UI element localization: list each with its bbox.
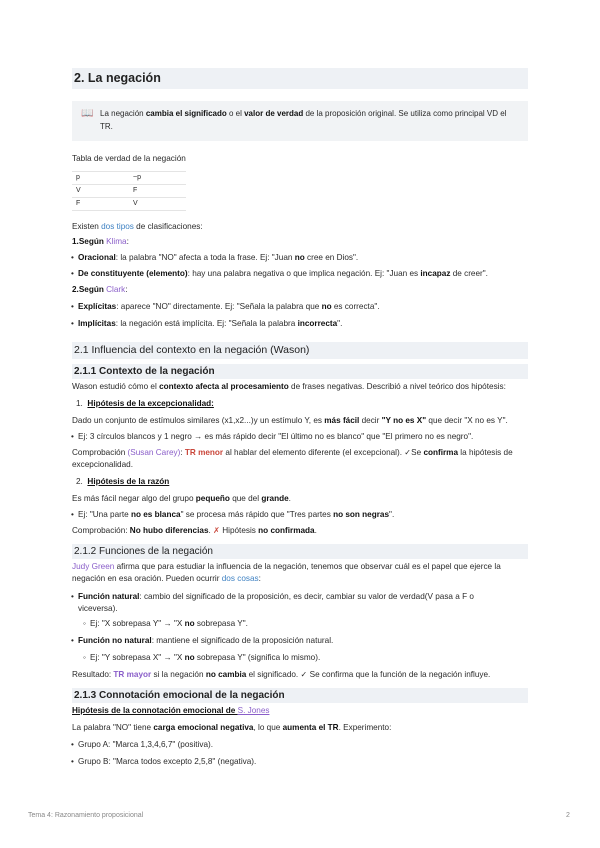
open-book-icon: 📖 — [81, 108, 94, 119]
text: afirma que para estudiar la influencia de la negación, tenemos que observar cuál es el papel que ejerce la — [114, 562, 501, 571]
clark-heading — [72, 284, 128, 296]
item-bold: incapaz — [420, 269, 451, 278]
table-header: ~p — [129, 172, 186, 185]
text: : cambio del significado de la proposición, es decir, cambiar su valor de verdad(V pasa a F o — [139, 592, 474, 601]
bold-text: contexto afecta al procesamiento — [159, 382, 289, 391]
check-icon: ✓ — [300, 670, 308, 679]
text: : mantiene el significado de la proposición natural. — [151, 636, 334, 645]
text: el significado. — [246, 670, 301, 679]
text: de frases negativas. Describió a nivel teórico dos hipótesis: — [288, 382, 506, 391]
bold-text: más fácil — [324, 416, 360, 425]
text: Resultado: — [72, 670, 114, 679]
table-header-row — [72, 172, 186, 185]
text: : — [258, 573, 261, 583]
list-item — [78, 301, 380, 313]
callout-bold: cambia el significado — [145, 109, 227, 118]
item-text: : la palabra "NO" afecta a toda la frase. Ej: "Juan — [115, 253, 295, 262]
item-text: de creer". — [450, 269, 488, 278]
text: si la negación — [151, 670, 206, 679]
text: Comprobación — [72, 448, 128, 457]
section-2-1-1-title: 2.1.1 Contexto de la negación — [72, 364, 528, 379]
table-row — [72, 198, 186, 211]
dos-cosas-link[interactable]: dos cosas — [221, 573, 259, 583]
text: Se confirma que la función de la negación influye. — [307, 670, 491, 679]
text: : — [125, 285, 128, 294]
bold-text: no es blanca — [130, 510, 181, 519]
bold-text: no — [184, 619, 195, 628]
item-text: ". — [337, 319, 343, 328]
text: . — [288, 494, 291, 503]
list-item — [78, 252, 358, 264]
text: Ej: "Una parte — [78, 510, 131, 519]
klima-heading — [72, 236, 129, 248]
callout-text: o el — [226, 109, 245, 118]
page-number: 2 — [566, 812, 570, 819]
truth-table — [72, 171, 186, 211]
list-item — [78, 268, 488, 280]
table-header: p — [72, 172, 129, 185]
item-bold: Explícitas — [78, 302, 117, 311]
list-item — [78, 591, 528, 615]
classification-intro — [72, 221, 203, 233]
text: La palabra "NO" tiene — [72, 723, 154, 732]
text: Dado un conjunto de estímulos similares (x1,x2...)y un estímulo Y, es — [72, 416, 325, 425]
cross-icon: ✗ — [213, 526, 220, 535]
callout-bold: valor de verdad — [244, 109, 304, 118]
text: Comprobación: — [72, 526, 130, 535]
list-item: • Grupo B: "Marca todos excepto 2,5,8" (negativa). — [78, 756, 256, 768]
dos-tipos-link[interactable]: dos tipos — [101, 222, 134, 231]
text: que decir "X no es Y". — [426, 416, 508, 425]
bold-text: no confirmada — [258, 526, 315, 535]
bold-text: grande — [261, 494, 289, 503]
list-item — [78, 318, 342, 330]
text: , lo que — [253, 723, 283, 732]
text: al hablar del elemento diferente (el excepcional). — [223, 448, 405, 457]
table-cell: V — [129, 198, 186, 211]
text: ". — [389, 510, 395, 519]
text: Es más fácil negar algo del grupo — [72, 494, 196, 503]
text: de clasificaciones: — [133, 222, 203, 231]
section-title: 2. La negación — [72, 68, 528, 89]
item-bold: incorrecta — [297, 319, 338, 328]
footer-title: Tema 4: Razonamiento proposicional — [28, 812, 144, 819]
section-2-1-2-title: 2.1.2 Funciones de la negación — [72, 544, 528, 559]
bold-text: aumenta el TR — [282, 723, 339, 732]
paragraph — [72, 722, 391, 734]
list-number: 2. — [76, 477, 83, 486]
heading-text: Según — [78, 285, 107, 294]
hypothesis-heading — [72, 705, 269, 717]
section-2-1-3-title: 2.1.3 Connotación emocional de la negación — [72, 688, 528, 703]
bold-text: Función natural — [78, 592, 140, 601]
text: negación en esa oración. Pueden ocurrir — [72, 573, 222, 583]
paragraph — [72, 669, 490, 681]
paragraph — [72, 561, 528, 585]
list-item — [78, 635, 333, 647]
section-2-1-title: 2.1 Influencia del contexto en la negación (Wason) — [72, 342, 528, 359]
text: Existen — [72, 222, 102, 231]
klima-link[interactable]: Klima — [106, 237, 127, 246]
callout-text: La negación — [100, 109, 146, 118]
text: viceversa). — [78, 603, 118, 613]
bold-text: no cambia — [205, 670, 247, 679]
bold-text: No hubo diferencias — [129, 526, 209, 535]
check-icon: ✓ — [404, 448, 412, 457]
text: . Experimento: — [338, 723, 392, 732]
text: decir — [359, 416, 382, 425]
table-cell: F — [72, 198, 129, 211]
callout-text: TR. — [100, 122, 113, 131]
text: que del — [229, 494, 262, 503]
table-cell: V — [72, 185, 129, 198]
bold-text: confirma — [423, 448, 459, 457]
text: . — [208, 526, 214, 535]
text: ( — [127, 448, 131, 457]
paragraph — [72, 525, 317, 537]
table-cell: F — [129, 185, 186, 198]
item-bold: no — [294, 253, 305, 262]
callout-box — [72, 101, 528, 141]
hypothesis-title: Hipótesis de la excepcionalidad: — [87, 399, 214, 408]
item-text: : la negación está implícita. Ej: "Señala la palabra — [115, 319, 298, 328]
paragraph — [72, 415, 508, 427]
text: . — [314, 526, 317, 535]
item-bold: Oracional — [78, 253, 116, 262]
list-item: • Grupo A: "Marca 1,3,4,6,7" (positiva). — [78, 739, 213, 751]
item-text: : hay una palabra negativa o que implica negación. Ej: "Juan es — [187, 269, 421, 278]
sub-list-item — [90, 618, 248, 630]
text: Ej: "X sobrepasa Y" → "X — [90, 619, 185, 628]
bold-text: carga emocional negativa — [153, 723, 254, 732]
hypothesis-1-heading — [76, 398, 214, 410]
item-bold: De constituyente (elemento) — [78, 269, 188, 278]
text: " se procesa más rápido que "Tres partes — [180, 510, 334, 519]
item-text: cree en Dios". — [304, 253, 359, 262]
table-row — [72, 185, 186, 198]
s-jones-link[interactable]: S. Jones — [237, 706, 270, 715]
bold-text: no son negras — [333, 510, 390, 519]
bold-text: Función no natural — [78, 636, 152, 645]
text: sobrepasa Y" (significa lo mismo). — [194, 653, 321, 662]
item-bold: no — [321, 302, 332, 311]
text: excepcionalidad. — [72, 459, 133, 469]
item-text: es correcta". — [331, 302, 380, 311]
judy-green-link[interactable]: Judy Green — [72, 562, 115, 571]
hypothesis-2-heading — [76, 476, 169, 488]
paragraph — [72, 381, 506, 393]
paragraph — [72, 493, 291, 505]
text: ) — [177, 448, 181, 457]
paragraph — [72, 447, 528, 471]
heading-text: Según — [78, 237, 107, 246]
text: la hipótesis de — [458, 448, 513, 457]
tr-highlight: TR mayor — [113, 670, 152, 679]
clark-link[interactable]: Clark — [106, 285, 126, 294]
hypothesis-title: Hipótesis de la connotación emocional de — [72, 706, 238, 715]
sub-list-item — [90, 652, 320, 664]
text: : — [126, 237, 129, 246]
text: Ej: "Y sobrepasa X" → "X — [90, 653, 185, 662]
tr-highlight: TR menor — [184, 448, 224, 457]
text: : — [180, 448, 185, 457]
callout-text: de la proposición original. Se utiliza como principal VD el — [303, 109, 507, 118]
bold-text: no — [184, 653, 195, 662]
text: Wason estudió cómo el — [72, 382, 160, 391]
list-item — [78, 509, 394, 521]
list-number: 1. — [76, 399, 83, 408]
list-number: 2. — [72, 285, 79, 294]
hypothesis-title: Hipótesis de la razón — [87, 477, 170, 486]
table-caption: Tabla de verdad de la negación — [72, 154, 186, 163]
text: sobrepasa Y". — [194, 619, 248, 628]
list-item: • Ej: 3 círculos blancos y 1 negro → es más rápido decir "El último no es blanco" que "El primero no es negro". — [78, 431, 473, 443]
item-bold: Implícitas — [78, 319, 116, 328]
susan-carey-link[interactable]: Susan Carey — [130, 448, 178, 457]
text: Hipótesis — [219, 526, 259, 535]
list-number: 1. — [72, 237, 79, 246]
bold-text: "Y no es X" — [381, 416, 427, 425]
bold-text: pequeño — [195, 494, 230, 503]
item-text: : aparece "NO" directamente. Ej: "Señala la palabra que — [116, 302, 322, 311]
text: Se — [411, 448, 424, 457]
